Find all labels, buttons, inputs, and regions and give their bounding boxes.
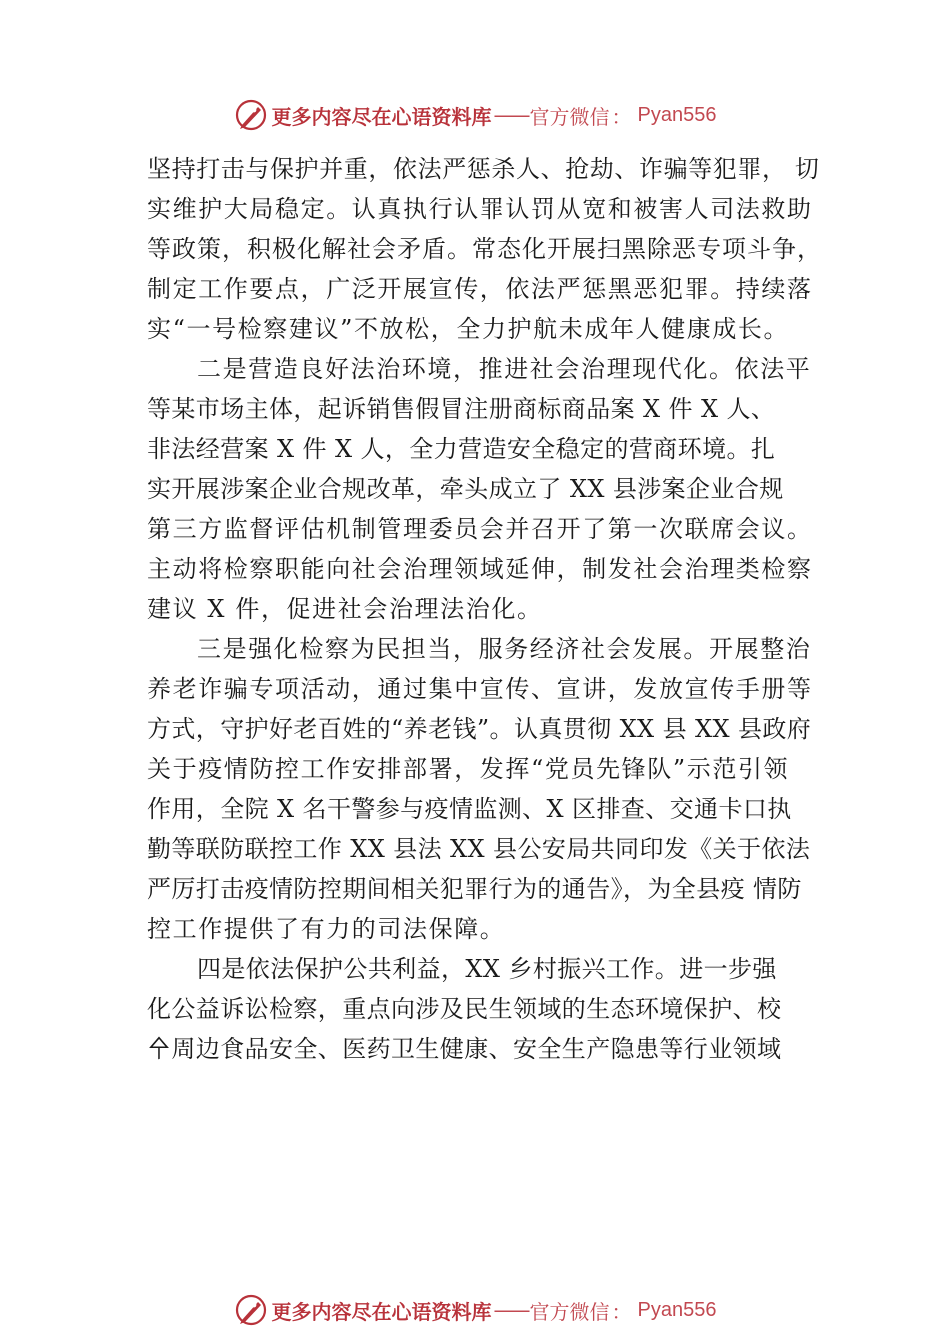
banner-wechat-id: Pyan556 xyxy=(637,103,717,126)
banner-separator: ： xyxy=(611,1299,632,1324)
body-line: 方式，守护好老百姓的“养老钱”。认真贯彻 XX 县 XX 县政府 xyxy=(147,715,812,743)
body-line: 勤等联防联控工作 XX 县法 XX 县公安局共同印发《关于依法 xyxy=(147,835,811,863)
banner-wechat-label: 官方微信 xyxy=(529,104,610,129)
footer-banner xyxy=(0,1290,950,1330)
body-line: 第三方监督评估机制管理委员会并召开了第一次联席会议。 xyxy=(147,515,813,543)
banner-wechat-id: Pyan556 xyxy=(637,1298,717,1321)
document-body xyxy=(147,149,823,1069)
banner-dash: —— xyxy=(493,103,528,127)
banner-wechat-label: 官方微信 xyxy=(529,1299,610,1324)
body-line: 等某市场主体，起诉销售假冒注册商标商品案 X 件 X 人、 xyxy=(147,395,776,423)
header-banner xyxy=(0,95,950,135)
body-line: 严厉打击疫情防控期间相关犯罪行为的通告》，为全县疫 情防 xyxy=(147,875,802,903)
body-line: 实维护大局稳定。认真执行认罪认罚从宽和被害人司法救助 xyxy=(147,195,813,223)
body-line: 实“一号检察建议”不放松，全力护航未成年人健康成长。 xyxy=(147,315,790,343)
body-line: 控工作提供了有力的司法保障。 xyxy=(147,915,506,943)
body-line: 制定工作要点，广泛开展宣传，依法严惩黑恶犯罪。持续落 xyxy=(147,275,813,303)
body-line: 等政策，积极化解社会矛盾。常态化开展扫黑除恶专项斗争， xyxy=(147,235,822,263)
pen-logo-icon xyxy=(234,98,268,132)
banner-title: 更多内容尽在心语资料库 xyxy=(271,1299,492,1324)
body-line: 养老诈骗专项活动，通过集中宣传、宣讲，发放宣传手册等 xyxy=(147,675,813,703)
pen-logo-icon xyxy=(234,1293,268,1327)
banner-title: 更多内容尽在心语资料库 xyxy=(271,104,492,129)
paragraph-start-line: 四是依法保护公共利益，XX 乡村振兴工作。进一步强 xyxy=(197,955,777,983)
body-line: 坚持打击与保护并重，依法严惩杀人、抢劫、诈骗等犯罪， 切 xyxy=(147,155,820,183)
paragraph-start-line: 二是营造良好法治环境，推进社会治理现代化。依法平 xyxy=(197,355,812,383)
body-line: 化公益诉讼检察，重点向涉及民生领域的生态环境保护、校 xyxy=(147,995,782,1023)
body-line: 㐃周边食品安全、医药卫生健康、安全生产隐患等行业领域 xyxy=(147,1035,782,1063)
body-line: 实开展涉案企业合规改革，牵头成立了 XX 县涉案企业合规 xyxy=(147,475,784,503)
body-line: 建议 X 件，促进社会治理法治化。 xyxy=(147,595,543,623)
body-line: 作用，全院 X 名干警参与疫情监测、X 区排查、交通卡口执 xyxy=(147,795,792,823)
body-line: 关于疫情防控工作安排部署，发挥“党员先锋队”示范引领 xyxy=(147,755,790,783)
paragraph-start-line: 三是强化检察为民担当，服务经济社会发展。开展整治 xyxy=(197,635,812,663)
banner-separator: ： xyxy=(611,104,632,129)
banner-dash: —— xyxy=(493,1298,528,1322)
body-line: 非法经营案 X 件 X 人，全力营造安全稳定的营商环境。扎 xyxy=(147,435,776,463)
body-line: 主动将检察职能向社会治理领域延伸，制发社会治理类检察 xyxy=(147,555,813,583)
